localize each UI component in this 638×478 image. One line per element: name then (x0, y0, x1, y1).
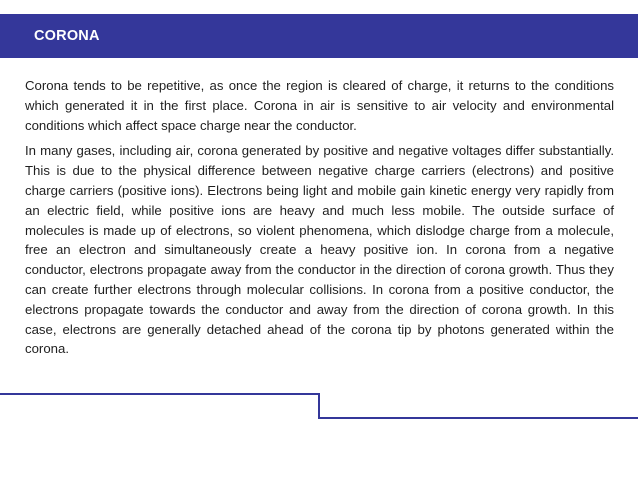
footer-rule-right (318, 417, 638, 419)
paragraph-1: Corona tends to be repetitive, as once the region is cleared of charge, it returns to the conditions which generated it in the first place. Corona in air is sensitive to air velocity and environmental conditions which affect space charge near the conductor. (25, 78, 614, 133)
slide-title: CORONA (34, 28, 100, 44)
title-bar (0, 14, 638, 58)
footer-rule-left (0, 393, 319, 395)
slide-body (25, 76, 614, 365)
footer-rule-step (318, 393, 320, 419)
paragraph-2: In many gases, including air, corona generated by positive and negative voltages differ substantially. This is due to the physical difference between negative charge carriers (electrons) and positive charge carriers (positive ions). Electrons being light and mobile gain kinetic energy very rapidly from an electric field, while positive ions are heavy and much less mobile. The outside surface of molecules is made up of electrons, so violent phenomena, which dislodge charge from a molecule, free an electron and simultaneously create a heavy positive ion. In corona from a negative conductor, electrons propagate away from the conductor in the direction of corona growth. Thus they can create further electrons through molecular collisions. In corona from a positive conductor, the electrons propagate towards the conductor and away from the direction of corona growth. In this case, electrons are generally detached ahead of the corona tip by photons generated within the corona. (25, 143, 614, 357)
